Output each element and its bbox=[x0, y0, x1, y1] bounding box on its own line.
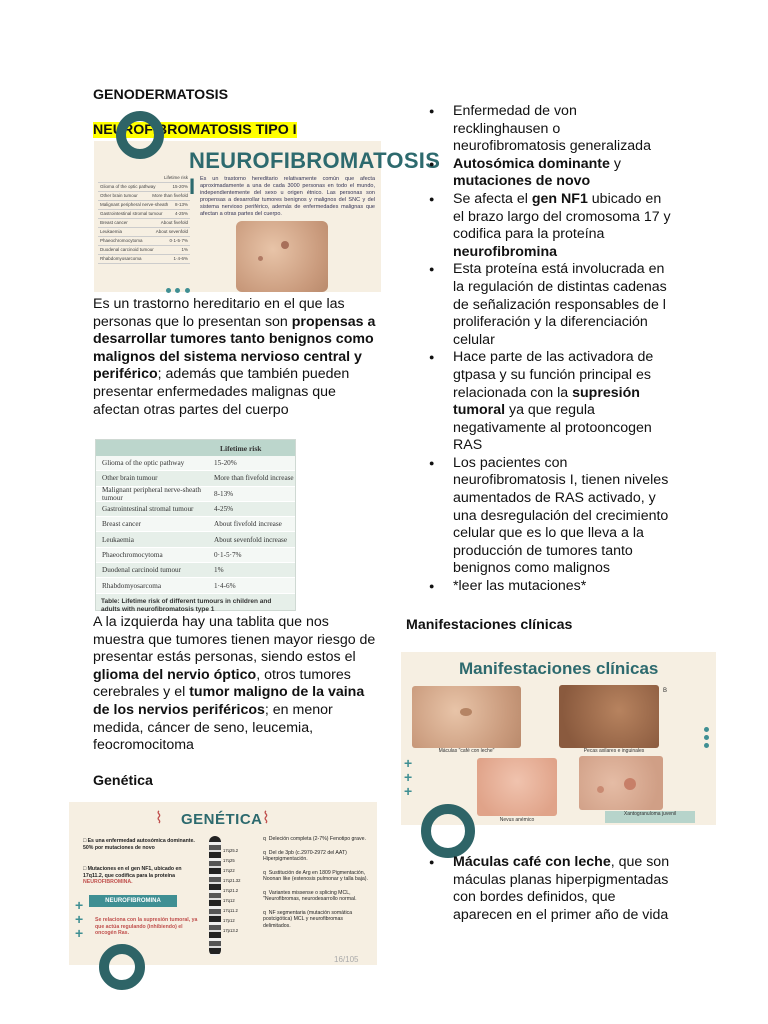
table-header: Lifetime risk bbox=[96, 440, 295, 456]
table-body bbox=[96, 456, 295, 594]
plus-icon: + + + bbox=[404, 755, 413, 799]
chromosome-band-label: 17p12 bbox=[223, 918, 235, 923]
tumour-name: Breast cancer bbox=[102, 520, 141, 529]
chromosome-band-label: 17q12 bbox=[223, 898, 235, 903]
photo-caption: Máculas "café con leche" bbox=[438, 748, 495, 754]
summary-bullet-list bbox=[429, 103, 675, 596]
table-row bbox=[96, 532, 295, 547]
lifetime-risk-value: About fivefold increase bbox=[214, 520, 282, 529]
lifetime-risk-value: 8-13% bbox=[214, 489, 234, 498]
list-item: ● Los pacientes con neurofibromatosis I, tienen niveles aumentados de RAS activado, y una desregulación del crecimiento celular que es lo que lleva a la producción de tumores tanto benignos como malignos bbox=[429, 455, 675, 578]
genetica-slide-title: GENÉTICA bbox=[181, 811, 263, 828]
skin-photo bbox=[236, 221, 328, 292]
lifetime-risk-value: 15-20% bbox=[214, 459, 237, 468]
list-item: ● Máculas café con leche, que son máculas planas hiperpigmentadas con bordes definidos, que aparecen en el primer año de vida bbox=[429, 854, 675, 924]
lifetime-risk-value: 0·1-5·7% bbox=[214, 550, 242, 559]
manifestaciones-heading: Manifestaciones clínicas bbox=[406, 617, 573, 633]
tumour-name: Malignant peripheral nerve-sheath tumour bbox=[102, 485, 201, 502]
tumour-name: Other brain tumour bbox=[102, 474, 158, 483]
slide-title: NEUROFIBROMATOSIS I bbox=[189, 148, 441, 199]
genetica-point-2: □ Mutaciones en el gen NF1, ubicado en 17q11.2, que codifica para la proteína NEUROFIBROMINA. bbox=[83, 866, 182, 885]
table-row bbox=[96, 471, 295, 486]
highlighted-title: NEUROFIBROMATOSIS TIPO I bbox=[93, 122, 297, 138]
photo-letter: B bbox=[663, 688, 668, 694]
genetica-point-3: Se relaciona con la supresión tumoral, ya que actúa regulando (inhibiendo) el oncogén Ras. bbox=[95, 917, 198, 936]
genetica-slide bbox=[69, 802, 377, 965]
page-heading: GENODERMATOSIS bbox=[93, 87, 229, 103]
list-item: ● *leer las mutaciones* bbox=[429, 578, 675, 596]
list-item: ● Hace parte de las activadora de gtpasa y su función principal es relacionada con la supresión tumoral ya que regula negativamente al protooncogen RAS bbox=[429, 349, 675, 455]
chromosome-band-label: 17q21.32 bbox=[223, 878, 241, 883]
photo-caption: Nevus anémico bbox=[499, 817, 535, 823]
manifestaciones-slide bbox=[401, 652, 716, 825]
nf1-slide bbox=[94, 141, 441, 292]
list-item: ● Esta proteína está involucrada en la regulación de distintas cadenas de señalización responsables de l proliferación y la diferenciación celular bbox=[429, 261, 675, 349]
photo-cafe-con-leche bbox=[412, 686, 521, 748]
chromosome-band-label: 17q21.2 bbox=[223, 888, 239, 893]
table-row bbox=[96, 456, 295, 471]
genetica-heading: Genética bbox=[93, 773, 153, 789]
decorative-ring bbox=[116, 111, 164, 159]
table-row bbox=[96, 578, 295, 593]
tumour-name: Duodenal carcinoid tumour bbox=[102, 566, 182, 575]
lifetime-risk-value: About sevenfold increase bbox=[214, 535, 288, 544]
tumour-name: Gastrointestinal stromal tumour bbox=[102, 505, 194, 514]
lifetime-risk-value: More than fivefold increase bbox=[214, 474, 294, 483]
list-item: ● Enfermedad de von recklinghausen o neurofibromatosis generalizada bbox=[429, 103, 675, 156]
lifetime-risk-value: 1·4-6% bbox=[214, 581, 236, 590]
slide-dots bbox=[704, 724, 710, 748]
chromosome-band-label: 17q22 bbox=[223, 868, 235, 873]
neurofibromina-box: NEUROFIBROMINA bbox=[89, 895, 177, 907]
lifetime-risk-value: 4-25% bbox=[214, 505, 234, 514]
intro-paragraph: Es un trastorno hereditario en el que las personas que lo presentan son propensas a desarrollar tumores tanto benignos como malignos del sistema nervioso central y periférico; además que también pueden presentar enfermedades malignas que afectan otras partes del cuerpo bbox=[93, 296, 376, 418]
table-caption: Table: Lifetime risk of different tumours in children and adults with neurofibromatosis type 1 bbox=[101, 597, 272, 613]
photo-caption: Pecas axilares e inguinales bbox=[583, 748, 645, 754]
table-row bbox=[96, 502, 295, 517]
photo-xantogranuloma bbox=[579, 756, 663, 810]
table-row bbox=[96, 487, 295, 502]
chromosome-17 bbox=[209, 836, 221, 956]
table-explanation: A la izquierda hay una tablita que nos muestra que tumores tienen mayor riesgo de presentar estás personas, siendo estos el glioma del nervio óptico, otros tumores cerebrales y el tumor maligno de la vaina de los nervios periféricos; en menor medida, cáncer de seno, leucemia, feocromocitoma bbox=[93, 614, 376, 754]
macules-bullet-list bbox=[429, 854, 675, 924]
dna-icon: ⌇ bbox=[262, 810, 270, 827]
table-row bbox=[96, 548, 295, 563]
page-number: 16/105 bbox=[334, 955, 359, 964]
mutation-list: q Deleción completa (2-7%) Fenotipo grave. q Del de 3pb (c.2970-2972 del AAT) Hiperpigmentación. q Sustitución de Arg en 1809 Pigmentación, Noonan like (estenosis pulmonar y talla baja). q Variantes missense o splicing MCL, "Neurofibromas, neurodesarrollo normal. q NF segmentaria (mutación somática postcigótica) MCL y neurofibromas delimitados. bbox=[263, 836, 368, 929]
tumour-name: Phaeochromocytoma bbox=[102, 550, 163, 559]
decorative-ring bbox=[99, 944, 145, 990]
table-row bbox=[96, 563, 295, 578]
photo-caption: Xantogranuloma juvenil bbox=[605, 811, 695, 823]
tumour-name: Glioma of the optic pathway bbox=[102, 459, 185, 468]
chromosome-band-label: 17q11.2 bbox=[223, 908, 238, 913]
slide-mini-table: Lifetime risk Glioma of the optic pathway 15-20% Other brain tumour More than fivefold Malignant peripheral nerve-sheath 8-13% Gastrointestinal stromal tumour 4-25% Breast cancer About fivefold Leukaemia About sevenfold Phaeochromocytoma 0·1-5·7% Duodenal carcinoid tumour 1% Rhabdomyosarcoma 1·4-6% bbox=[98, 174, 190, 264]
plus-icon: + + + bbox=[75, 897, 84, 941]
chromosome-band-label: 17p13.2 bbox=[223, 928, 239, 933]
photo-pecas bbox=[559, 685, 659, 748]
lifetime-risk-value: 1% bbox=[214, 566, 224, 575]
list-item: ● Se afecta el gen NF1 ubicado en el brazo largo del cromosoma 17 y codifica para la proteína neurofibromina bbox=[429, 191, 675, 261]
slide-body-text: Es un trastorno hereditario relativamente común que afecta aproximadamente a una de cada 3000 personas en todo el mundo, independientemente del sexo u origen étnico. Las personas son propensas a desarrollar tumores benignos y malignos del SNC y del sistema nervioso periférico, además de enfermedades malignas que afectan a otras partes del cuerpo. bbox=[200, 176, 375, 217]
dna-icon: ⌇ bbox=[155, 810, 163, 827]
list-item: ● Autosómica dominante y mutaciones de novo bbox=[429, 156, 675, 191]
decorative-ring bbox=[421, 804, 475, 858]
tumour-name: Leukaemia bbox=[102, 535, 134, 544]
photo-nevus-anemico bbox=[477, 758, 557, 816]
chromosome-band-label: 17q25.2 bbox=[223, 848, 239, 853]
tumour-name: Rhabdomyosarcoma bbox=[102, 581, 162, 590]
chromosome-band-label: 17q25 bbox=[223, 858, 235, 863]
lifetime-risk-table bbox=[95, 439, 296, 611]
chromosome-bands bbox=[223, 846, 240, 936]
manif-slide-title: Manifestaciones clínicas bbox=[459, 659, 659, 678]
genetica-point-1: □ Es una enfermedad autosómica dominante. 50% por mutaciones de novo bbox=[83, 838, 195, 851]
table-row bbox=[96, 517, 295, 532]
